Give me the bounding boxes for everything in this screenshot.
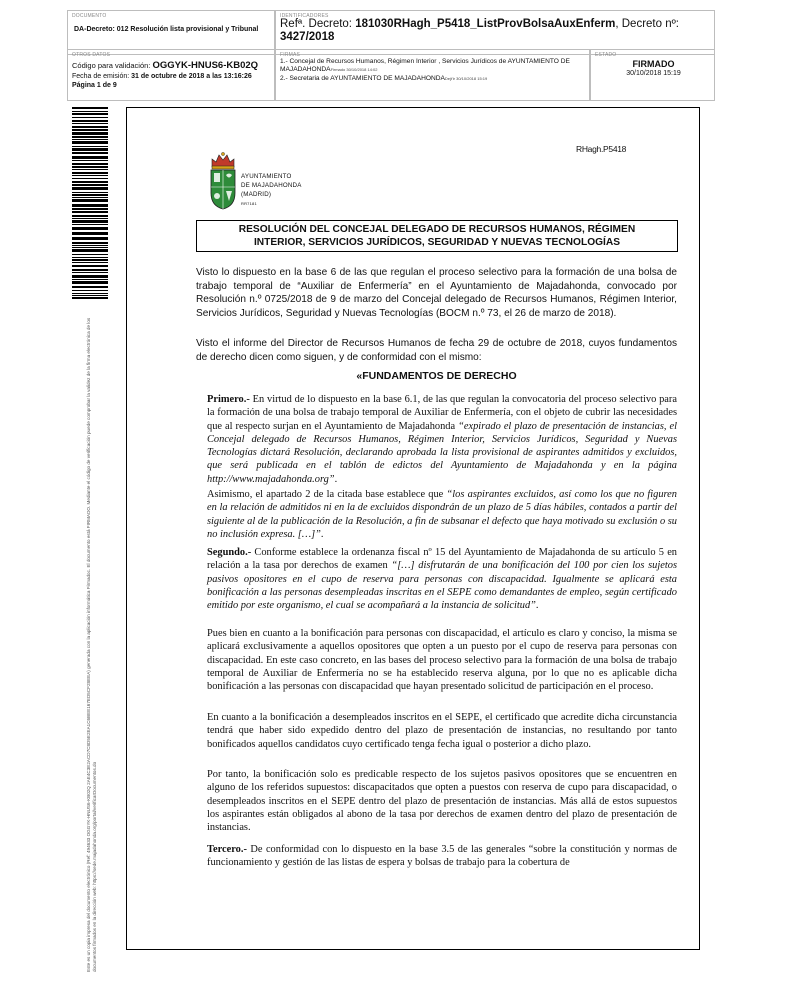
paragraph-discapacidad: Pues bien en cuanto a la bonificación para personas con discapacidad, el artículo es claro y conciso, la misma se aplicará exclusivamente a aquellos opositores que opten a un puesto por el cupo de reserva para personas con discapacidad. En este caso concreto, en las bases del proceso selectivo para la formación de una bolsa de trabajo temporal de Auxiliar de Enfermería no se ha establecido reserva alguna, por lo que no es aplicable dicha bonificación a las personas con discapacidad que hayan presentado solicitud de participación en el proceso. — [207, 628, 677, 693]
coat-of-arms-logo — [208, 151, 238, 211]
identificadores-label: IDENTIFICADORES — [280, 13, 329, 19]
otros-datos-label: OTROS DATOS — [72, 52, 111, 58]
firmas-label: FIRMAS — [280, 52, 301, 58]
intro-paragraph-1: Visto lo dispuesto en la base 6 de las que regulan el proceso selectivo para la formación de una bolsa de trabajo temporal de “Auxiliar de Enfermería” en el Ayuntamiento de Majadahonda, convocado por Resolución n.º 0725/2018 de 9 de marzo del Concejal delegado de Recursos Humanos, Régimen Interior, Servicios Jurídicos, Seguridad y Nuevas Tecnologías (BOCM n.º 73, el 26 de marzo de 2018). — [196, 267, 677, 319]
resolution-title: RESOLUCIÓN DEL CONCEJAL DELEGADO DE RECURSOS HUMANOS, RÉGIMEN INTERIOR, SERVICIOS JURÍDICOS, SEGURIDAD Y NUEVAS TECNOLOGÍAS — [196, 220, 678, 252]
intro-paragraph-2: Visto el informe del Director de Recursos Humanos de fecha 29 de octubre de 2018, cuyos fundamentos de derecho dicen como siguen, y de conformidad con el mismo: — [196, 338, 677, 363]
fecha-emision: Fecha de emisión: 31 de octubre de 2018 a las 13:16:26 — [72, 73, 252, 80]
verification-side-text: Este es un copia impresa del documento electrónico (Ref: 494633 OGGYK-HNUS6-KB02Q 2AE4C3E2ACD7C8D5E2EA1C6BEE167ED5CF28EEA) generada con la aplicación informática Firmadoc. El documento está FIRMADO. Mediante el código de verificación puede comprobar la validez de la firma electrónica de los documentos firmados en la dirección web: https://sede.majadahonda.org/portal/verificarDocumentos.do — [86, 317, 97, 972]
paragraph-por-tanto: Por tanto, la bonificación solo es predicable respecto de los sujetos pasivos opositores que se encuentren en alguno de los referidos supuestos: discapacitados que opten a puestos con reserva de cupo para discapacidad, o desempleados inscritos en el SEPE dentro del plazo de presentación de instancias. Más allá de estos supuestos los aspirantes están obligados al abono de la tasa por derechos de examen dentro del plazo de presentación de instancias. — [207, 769, 677, 834]
decreto-reference: Refª. Decreto: 181030RHagh_P5418_ListProvBolsaAuxEnferm, Decreto nº: 3427/2018 — [280, 18, 680, 43]
document-ref-code: RHagh.P5418 — [576, 144, 627, 154]
paragraph-tercero: Tercero.- De conformidad con lo dispuesto en la base 3.5 de las generales “sobre la constitución y normas de funcionamiento y gestión de las listas de espera y bolsas de trabajo para la cobertura de — [207, 844, 677, 869]
documento-label: DOCUMENTO — [72, 13, 107, 19]
estado-box — [590, 49, 715, 101]
firma-2: 2.- Secretaria de AYUNTAMIENTO DE MAJADAHONDADejt'ir 30/10/2018 15:19 — [280, 75, 488, 82]
firma-1: 1.- Concejal de Recursos Humanos, Régimen Interior , Servicios Jurídicos de AYUNTAMIENTO DE MAJADAHONDAFirmado 30/10/2018 14:02 — [280, 58, 570, 73]
estado-label: ESTADO — [595, 52, 617, 58]
fundamentos-heading: «FUNDAMENTOS DE DERECHO — [356, 370, 517, 382]
estado-date: 30/10/2018 15:19 — [626, 70, 681, 77]
paragraph-asimismo: Asimismo, el apartado 2 de la citada base establece que “los aspirantes excluidos, así como los que no figuren en la relación de admitidos ni en la de excluidos dispondrán de un plazo de 5 días hábiles, contados a partir del siguiente al de la publicación de la Resolución, a fin de subsanar el defecto que haya motivado su exclusión o su no inclusión expresa. […]”. — [207, 489, 677, 540]
paragraph-primero: Primero.- En virtud de lo dispuesto en la base 6.1, de las que regulan la convocatoria del proceso selectivo para la formación de una bolsa de trabajo temporal de Auxiliar de Enfermería, con el objeto de cubrir las necesidades que al respecto surjan en el Ayuntamiento de Majadahonda “expirado el plazo de presentación de instancias, el Concejal delegado de Recursos Humanos, Régimen Interior, Servicios Jurídicos, Seguridad y Nuevas Tecnologías dictará Resolución, declarando aprobada la lista provisional de aspirantes admitidos y excluidos, que será publicada en el tablón de edictos del Ayuntamiento de Majadahonda y en la página http://www.majadahonda.org”. — [207, 394, 677, 485]
paragraph-segundo: Segundo.- Conforme establece la ordenanza fiscal nº 15 del Ayuntamiento de Majadahonda de su artículo 5 en relación a la tasa por derechos de examen “[…] disfrutarán de una bonificación del 100 por cien los sujetos pasivos opositores en el cupo de reserva para personas con discapacidad. Igualmente se aplicará esta bonificación a las personas desempleadas inscritas en el SEPE como demandantes de empleo, según certificado emitido por este organismo, el cual se acompañará a la instancia de solicitud”. — [207, 547, 677, 612]
documento-value: DA-Decreto: 012 Resolución lista provisional y Tribunal — [74, 26, 259, 33]
page-counter: Página 1 de 9 — [72, 82, 117, 89]
paragraph-sepe: En cuanto a la bonificación a desempleados inscritos en el SEPE, el certificado que acredite dicha circunstancia tendrá que haber sido expedido dentro del plazo de presentación de instancias, no resultando por tanto bonificados aquellos candidatos cuyo certificado tenga fecha igual o posterior a dicho plazo. — [207, 712, 677, 750]
barcode-image — [72, 107, 108, 300]
estado-value: FIRMADO — [632, 59, 675, 69]
ayuntamiento-name: AYUNTAMIENTO DE MAJADAHONDA (MADRID) RR7181 — [241, 173, 302, 206]
codigo-validacion: Código para validación: OGGYK-HNUS6-KB02Q — [72, 60, 259, 71]
firmas-box — [275, 49, 590, 101]
otros-datos-box — [67, 49, 275, 101]
